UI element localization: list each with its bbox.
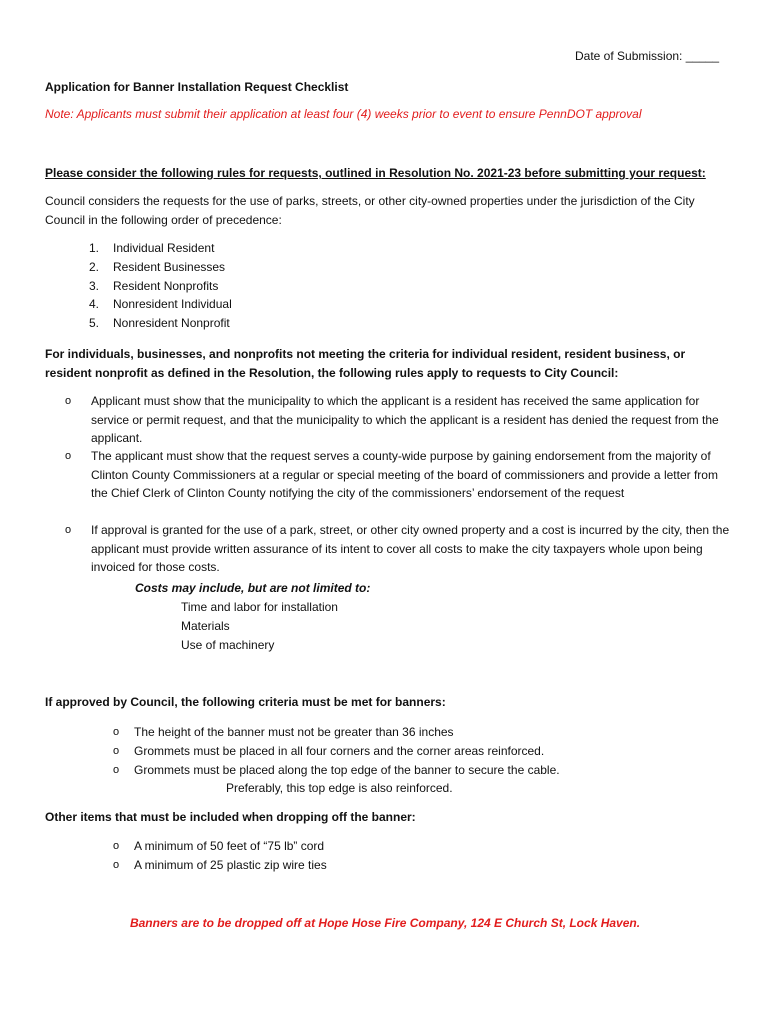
rule-text: Applicant must show that the municipality to which the applicant is a resident has received the same application for service or permit request, and that the municipality to which the applicant is a resident has denied the request from the applicant. [91,394,719,445]
dropoff-item-text: A minimum of 50 feet of “75 lb” cord [134,839,325,853]
list-item [113,837,327,856]
criteria-text: The height of the banner must not be greater than 36 inches [134,725,454,739]
circle-bullet-icon: o [113,858,120,871]
circle-bullet-icon: o [113,840,120,852]
precedence-list [89,239,232,333]
list-item [65,521,730,577]
nonresident-heading: For individuals, businesses, and nonprofits not meeting the criteria for individual resident, resident business, or resident nonprofit as defined in the Resolution, the following rules apply to requests to City Council: [45,347,686,380]
list-item [113,723,560,742]
list-item [89,239,232,258]
document-title: Application for Banner Installation Request Checklist [45,80,349,94]
list-item [65,447,730,521]
list-item [89,277,232,296]
circle-bullet-icon: o [65,395,72,407]
list-item [89,295,232,314]
rules-intro: Council considers the requests for the use of parks, streets, or other city-owned properties under the jurisdiction of the City Council in the following order of precedence: [45,194,695,227]
list-label: Resident Nonprofits [113,278,219,293]
criteria-text: Grommets must be placed in all four corners and the corner areas reinforced. [134,743,545,758]
date-of-submission: Date of Submission: _____ [575,49,720,63]
list-number: 2. [89,259,100,274]
list-number: 3. [89,278,100,293]
dropoff-location-note: Banners are to be dropped off at Hope Hose Fire Company, 124 E Church St, Lock Haven. [129,916,641,930]
rule-text: If approval is granted for the use of a park, street, or other city owned property and a cost is incurred by the city, then the applicant must provide written assurance of its intent to cover all costs to make the city taxpayers whole upon being invoiced for those costs. [91,523,730,574]
circle-bullet-icon: o [65,524,72,536]
list-item [113,761,560,780]
rules-heading: Please consider the following rules for requests, outlined in Resolution No. 2021-23 before submitting your request: [45,166,706,180]
cost-item: Use of machinery [181,638,275,652]
list-label: Resident Businesses [113,259,226,274]
list-label: Nonresident Nonprofit [113,316,230,331]
list-item [113,742,560,761]
approval-criteria-list [113,723,560,779]
approval-heading: If approved by Council, the following criteria must be met for banners: [45,695,446,709]
nonresident-rules-list [65,392,730,577]
pennDOT-note: Note: Applicants must submit their application at least four (4) weeks prior to event to ensure PennDOT approval [45,107,642,121]
rule-text: The applicant must show that the request serves a county-wide purpose by gaining endorsement from the majority of Clinton County Commissioners at a regular or special meeting of the board of commissioners and provide a letter from the Chief Clerk of Clinton County notifying the city of the commissioners’ endorsement of the request [91,449,718,500]
circle-bullet-icon: o [65,450,72,462]
circle-bullet-icon: o [113,726,120,738]
list-number: 1. [89,241,100,255]
costs-heading: Costs may include, but are not limited to: [135,581,371,595]
list-number: 5. [89,316,100,331]
list-label: Nonresident Individual [113,297,232,312]
criteria-text: Grommets must be placed along the top edge of the banner to secure the cable. [134,762,560,777]
dropoff-item-text: A minimum of 25 plastic zip wire ties [134,857,327,872]
list-item [113,856,327,875]
cost-item: Time and labor for installation [181,600,338,614]
dropoff-items-list [113,837,327,875]
circle-bullet-icon: o [113,744,120,757]
list-label: Individual Resident [113,241,215,255]
list-item [65,392,730,447]
list-number: 4. [89,297,100,312]
circle-bullet-icon: o [113,763,120,776]
dropoff-heading: Other items that must be included when dropping off the banner: [45,810,416,824]
list-item [89,314,232,333]
list-item [89,258,232,277]
criteria-note: Preferably, this top edge is also reinforced. [226,781,453,795]
cost-item: Materials [181,619,230,633]
